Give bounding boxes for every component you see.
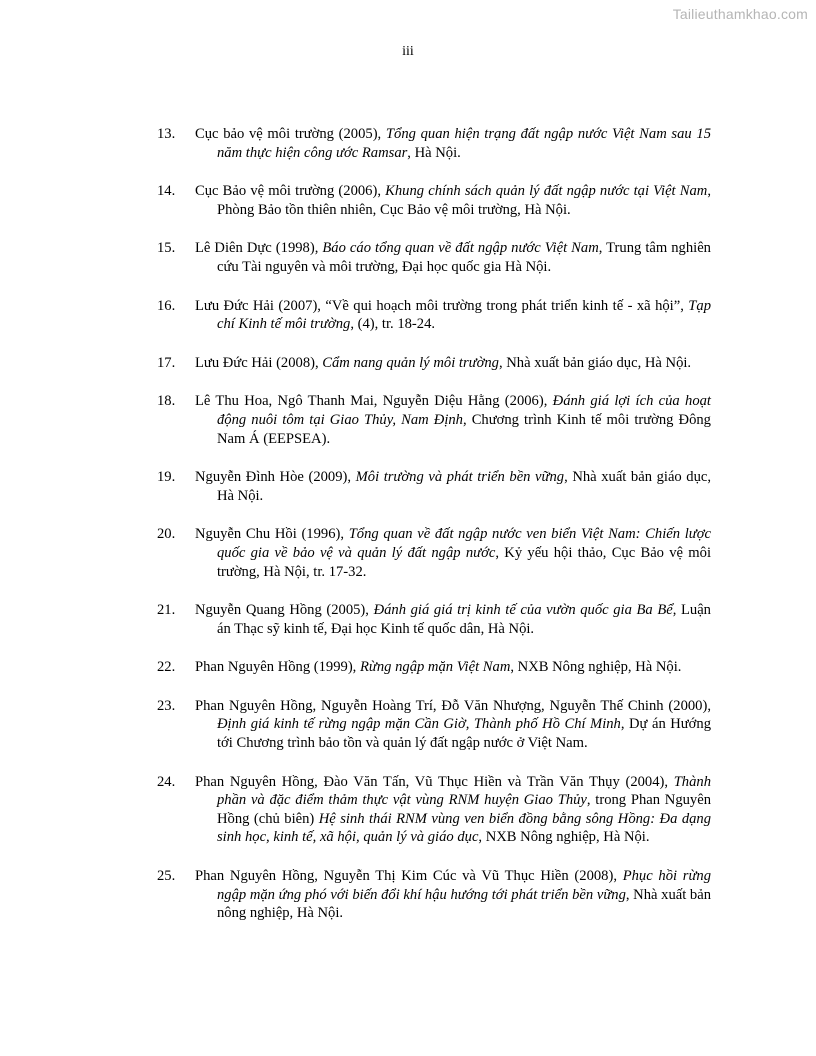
reference-number: 21. [157, 602, 176, 619]
reference-number: 23. [157, 697, 176, 714]
reference-item [157, 468, 711, 505]
reference-number: 19. [157, 469, 176, 486]
reference-title-italic: Phục hồi rừng ngập mặn ứng phó với biến đổi khí hậu hướng tới phát triển bền vững [217, 868, 711, 903]
reference-text-segment: Lưu Đức Hải (2007), “Về qui hoạch môi trường trong phát triển kinh tế - xã hội”, [195, 297, 689, 314]
reference-text [195, 468, 711, 505]
reference-item [157, 239, 711, 276]
reference-text [195, 867, 711, 923]
reference-text [195, 125, 711, 162]
reference-text-segment: , Nhà xuất bản giáo dục, Hà Nội. [498, 354, 692, 371]
reference-item [157, 354, 711, 373]
watermark-text: Tailieuthamkhao.com [672, 6, 808, 22]
reference-item [157, 601, 711, 638]
reference-text-segment: Phan Nguyên Hồng, Đào Văn Tấn, Vũ Thục Hiền và Trần Văn Thụy (2004), [195, 773, 674, 790]
reference-number: 20. [157, 526, 176, 543]
reference-number: 16. [157, 297, 176, 314]
reference-text [195, 297, 711, 334]
reference-number: 13. [157, 126, 176, 142]
reference-title-italic: Môi trường và phát triển bền vững [355, 469, 565, 486]
reference-text-segment: Phan Nguyên Hồng, Nguyễn Thị Kim Cúc và Vũ Thục Hiền (2008), [195, 868, 623, 885]
reference-text-segment: , Phòng Bảo tồn thiên nhiên, Cục Bảo vệ môi trường, Hà Nội. [217, 183, 711, 218]
reference-text-segment: Lê Thu Hoa, Ngô Thanh Mai, Nguyễn Diệu Hằng (2006), [195, 393, 553, 410]
reference-text [195, 601, 711, 638]
reference-number: 17. [157, 354, 176, 371]
reference-text-segment: , NXB Nông nghiệp, Hà Nội. [478, 829, 650, 846]
reference-text [195, 773, 711, 847]
reference-text [195, 658, 711, 677]
reference-text-segment: , Dự án Hướng tới Chương trình bảo tồn và quản lý đất ngập nước ở Việt Nam. [217, 716, 711, 752]
reference-item [157, 125, 711, 162]
reference-text-segment: Phan Nguyên Hồng (1999), [195, 659, 360, 676]
reference-title-italic: Hệ sinh thái RNM vùng ven biển đồng bằng sông Hồng: Đa dạng sinh học, kinh tế, xã hội, quản lý và giáo dục [217, 810, 712, 846]
reference-item [157, 773, 711, 847]
reference-text-segment: , NXB Nông nghiệp, Hà Nội. [510, 659, 682, 676]
reference-number: 22. [157, 659, 176, 676]
reference-title-italic: Khung chính sách quản lý đất ngập nước tại Việt Nam [385, 183, 708, 200]
reference-title-italic: Cẩm nang quản lý môi trường [322, 354, 499, 371]
reference-item [157, 658, 711, 677]
reference-title-italic: Tổng quan về đất ngập nước ven biển Việt Nam: Chiến lược quốc gia về bảo vệ và quản lý đất ngập nước [217, 526, 711, 561]
reference-text-segment: , Kỷ yếu hội thảo, Cục Bảo vệ môi trường, Hà Nội, tr. 17-32. [217, 544, 711, 580]
reference-title-italic: Đánh giá giá trị kinh tế của vườn quốc gia Ba Bể [373, 602, 673, 619]
reference-text [195, 697, 711, 753]
reference-title-italic: Rừng ngập mặn Việt Nam [359, 659, 511, 676]
reference-title-italic: Tổng quan hiện trạng đất ngập nước Việt Nam sau 15 năm thực hiện công ước Ramsar [217, 126, 711, 161]
reference-number: 25. [157, 868, 176, 885]
reference-text [195, 182, 711, 219]
reference-number: 15. [157, 240, 176, 257]
reference-text-segment: , Trung tâm nghiên cứu Tài nguyên và môi trường, Đại học quốc gia Hà Nội. [217, 240, 711, 275]
reference-number: 24. [157, 773, 176, 790]
reference-text-segment: Lê Diên Dực (1998), [195, 240, 323, 257]
reference-title-italic: Định giá kinh tế rừng ngập mặn Cần Giờ, Thành phố Hồ Chí Minh [217, 716, 621, 733]
reference-text-segment: Phan Nguyên Hồng, Nguyễn Hoàng Trí, Đỗ Văn Nhượng, Nguyễn Thế Chinh (2000), [195, 697, 711, 714]
reference-number: 14. [157, 183, 176, 200]
reference-text-segment: Cục Bảo vệ môi trường (2006), [195, 183, 386, 200]
reference-text-segment: , trong Phan Nguyên Hồng (chủ biên) [217, 792, 711, 827]
reference-text-segment: , Hà Nội. [407, 144, 461, 161]
reference-title-italic: Báo cáo tổng quan về đất ngập nước Việt Nam [322, 240, 599, 257]
reference-item [157, 697, 711, 753]
reference-text-segment: , Nhà xuất bản nông nghiệp, Hà Nội. [217, 886, 711, 922]
reference-text-segment: , (4), tr. 18-24. [350, 316, 436, 333]
reference-item [157, 867, 711, 923]
reference-title-italic: Đánh giá lợi ích của hoạt động nuôi tôm tại Giao Thủy, Nam Định [217, 393, 711, 428]
reference-item [157, 392, 711, 448]
reference-title-italic: Thành phần và đặc điểm thảm thực vật vùng RNM huyện Giao Thủy [217, 773, 711, 809]
reference-text [195, 354, 711, 373]
reference-text-segment: Nguyễn Quang Hồng (2005), [195, 602, 374, 619]
page-number: iii [402, 44, 414, 59]
reference-text-segment: Nguyễn Chu Hồi (1996), [195, 526, 349, 543]
reference-text-segment: Nguyễn Đình Hòe (2009), [195, 469, 356, 486]
reference-text-segment: Cục bảo vệ môi trường (2005), [195, 126, 386, 142]
reference-item [157, 525, 711, 581]
reference-title-italic: Tạp chí Kinh tế môi trường [217, 297, 711, 333]
reference-text-segment: , Nhà xuất bản giáo dục, Hà Nội. [217, 469, 712, 504]
reference-text [195, 239, 711, 276]
reference-text-segment: Lưu Đức Hải (2008), [195, 354, 323, 371]
reference-item [157, 297, 711, 334]
reference-text-segment: , Chương trình Kinh tế môi trường Đông Nam Á (EEPSEA). [217, 411, 711, 447]
reference-text [195, 392, 711, 448]
reference-text-segment: , Luận án Thạc sỹ kinh tế, Đại học Kinh tế quốc dân, Hà Nội. [217, 602, 711, 637]
reference-list [157, 125, 711, 943]
reference-text [195, 525, 711, 581]
reference-item [157, 182, 711, 219]
reference-number: 18. [157, 393, 176, 410]
